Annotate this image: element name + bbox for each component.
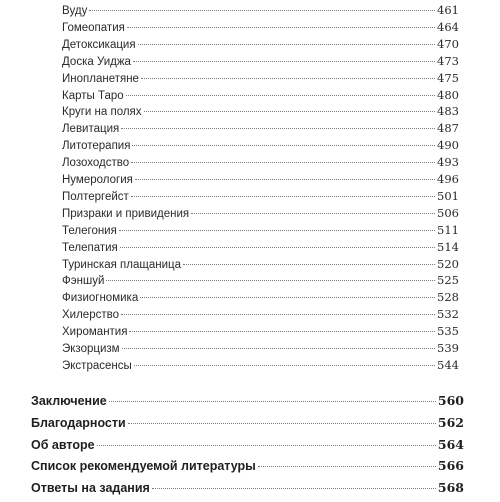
dot-leader: [109, 401, 436, 402]
toc-main-entry-page: 566: [437, 458, 464, 474]
toc-main-entry-page: 568: [437, 480, 464, 496]
toc-entry-page: 496: [437, 172, 459, 186]
toc-entry-title: Доска Уиджа: [62, 55, 131, 68]
toc-main-entry-page: 564: [437, 436, 464, 452]
toc-entry: [62, 138, 459, 155]
toc-entry-title: Телепатия: [62, 241, 118, 254]
dot-leader: [183, 264, 435, 265]
dot-leader: [126, 95, 435, 96]
dot-leader: [97, 445, 436, 446]
toc-entry-title: Физиогномика: [62, 292, 139, 305]
toc-entry-title: Детоксикация: [62, 38, 136, 51]
toc-entry: [62, 240, 459, 257]
toc-entry: [62, 104, 459, 121]
toc-entry-page: 487: [437, 121, 459, 136]
toc-entry: [62, 358, 459, 375]
toc-main-entry-title: Ответы на задания: [31, 481, 150, 496]
toc-entry-title: Инопланетяне: [62, 72, 139, 85]
toc-entry: [62, 341, 459, 358]
dot-leader: [133, 61, 435, 62]
dot-leader: [127, 27, 435, 28]
toc-entry-page: 520: [437, 256, 459, 271]
toc-entry: [62, 206, 459, 223]
toc-entry: [62, 257, 459, 274]
toc-entry-title: Экстрасенсы: [62, 359, 132, 372]
toc-main-entry: [31, 437, 464, 459]
toc-entry: [62, 37, 459, 54]
toc-entry-title: Круги на полях: [62, 106, 142, 119]
toc-entry-title: Карты Таро: [62, 89, 124, 102]
toc-entry: [62, 3, 459, 20]
toc-entry-title: Лозоходство: [62, 157, 130, 170]
toc-main-entry: [31, 458, 464, 480]
dot-leader: [106, 280, 435, 281]
toc-main-entry: [31, 480, 464, 502]
toc-entry: [62, 172, 459, 189]
toc-entry-title: Туринская плащаница: [62, 258, 181, 271]
toc-entry-page: 493: [437, 155, 459, 170]
toc-entry: [62, 189, 459, 206]
toc-entry: [62, 223, 459, 240]
toc-entry-title: Телегония: [62, 224, 117, 237]
dot-leader: [152, 488, 436, 489]
toc-entry-page: 461: [437, 3, 459, 17]
toc-entry-page: 544: [437, 357, 459, 372]
toc-entry-page: 490: [437, 138, 459, 153]
dot-leader: [120, 247, 435, 248]
toc-entry-title: Полтергейст: [62, 190, 129, 203]
toc-entry: [62, 155, 459, 172]
toc-entry-page: 506: [437, 205, 459, 220]
toc-entry: [62, 273, 459, 290]
toc-entry-title: Фэншуй: [62, 275, 105, 288]
toc-entry-title: Гомеопатия: [62, 21, 125, 34]
toc-entry-title: Литотерапия: [62, 140, 131, 153]
toc-entry-title: Хилерство: [62, 309, 119, 322]
toc-entry-page: 514: [437, 239, 459, 254]
dot-leader: [191, 213, 435, 214]
toc-entry-page: 501: [437, 188, 459, 203]
toc-entry-title: Нумерология: [62, 174, 133, 186]
toc-main-entry-title: Заключение: [31, 394, 107, 408]
toc-entry-page: 511: [437, 222, 459, 237]
toc-entry: [62, 88, 459, 105]
toc-entry-page: 470: [437, 36, 459, 51]
toc-entry-title: Левитация: [62, 123, 120, 136]
toc-entry-page: 464: [437, 19, 459, 34]
toc-entry: [62, 71, 459, 88]
dot-leader: [132, 145, 435, 146]
toc-entry-title: Экзорцизм: [62, 343, 120, 355]
toc-main-entry-page: 560: [437, 393, 464, 408]
toc-main-entry-title: Благодарности: [31, 415, 126, 430]
dot-leader: [119, 230, 435, 231]
dot-leader: [131, 196, 435, 197]
dot-leader: [121, 314, 435, 315]
dot-leader: [144, 111, 436, 112]
toc-entry-page: 539: [437, 341, 459, 355]
toc-entry: [62, 290, 459, 307]
toc-entry-page: 480: [437, 87, 459, 102]
toc-entry-title: Хиромантия: [62, 326, 128, 339]
toc-entry-title: Призраки и привидения: [62, 207, 190, 220]
dot-leader: [131, 162, 435, 163]
dot-leader: [129, 331, 435, 332]
toc-entry: [62, 307, 459, 324]
toc-main-entry: [31, 415, 464, 437]
dot-leader: [140, 297, 435, 298]
toc-main-entry-title: Об авторе: [31, 437, 95, 452]
toc-entry-page: 475: [437, 70, 459, 85]
toc-entry-title: Вуду: [62, 5, 88, 17]
toc-entry-page: 532: [437, 307, 459, 322]
dot-leader: [135, 179, 435, 180]
dot-leader: [121, 128, 435, 129]
toc-main-entry-page: 562: [437, 414, 464, 430]
toc-entry-page: 535: [437, 324, 459, 339]
dot-leader: [258, 466, 436, 467]
toc-entry-page: 525: [437, 273, 459, 288]
dot-leader: [138, 44, 435, 45]
dot-leader: [141, 78, 435, 79]
dot-leader: [134, 365, 435, 366]
dot-leader: [128, 423, 436, 424]
toc-entry: [62, 121, 459, 138]
dot-leader: [89, 10, 435, 11]
toc-main-entry-title: Список рекомендуемой литературы: [31, 459, 256, 474]
dot-leader: [122, 348, 435, 349]
toc-entry: [62, 324, 459, 341]
toc-entry-page: 528: [437, 290, 459, 305]
toc-entry-page: 473: [437, 53, 459, 68]
toc-main-entry: [31, 393, 464, 415]
toc-entry-page: 483: [437, 104, 459, 119]
toc-entry: [62, 20, 459, 37]
toc-entry: [62, 54, 459, 71]
